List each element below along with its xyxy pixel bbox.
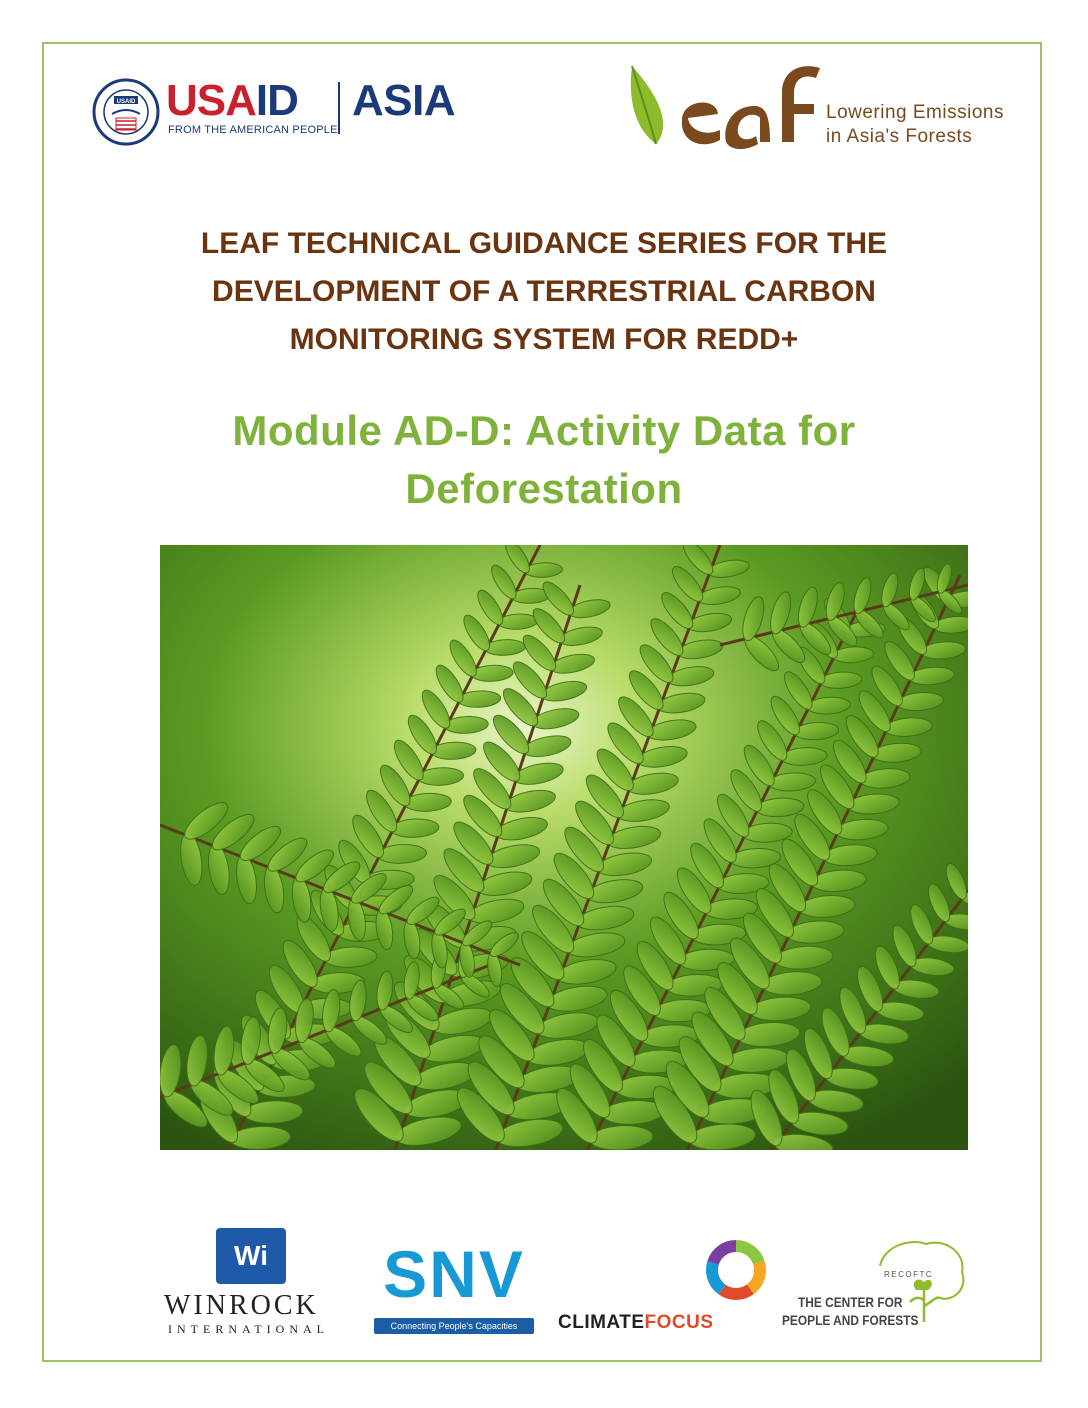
climatefocus-ring-icon <box>704 1238 768 1302</box>
winrock-mark: Wi <box>216 1228 286 1284</box>
svg-text:USAID: USAID <box>116 99 136 105</box>
climatefocus-logo <box>558 1238 768 1334</box>
asia-wordmark: ASIA <box>352 76 456 125</box>
leaf-wordmark-icon <box>626 58 822 150</box>
usaid-tagline: FROM THE AMERICAN PEOPLE <box>168 124 338 136</box>
series-title-line: MONITORING SYSTEM FOR REDD+ <box>289 323 799 356</box>
recoftc-line1: THE CENTER FOR <box>798 1294 903 1310</box>
cover-photo <box>160 545 968 1150</box>
module-title-line: Module AD-D: Activity Data for <box>232 407 856 454</box>
snv-name: SNV <box>383 1237 525 1311</box>
winrock-sub: INTERNATIONAL <box>168 1322 329 1336</box>
snv-logo <box>372 1237 536 1336</box>
series-title-line: LEAF TECHNICAL GUIDANCE SERIES FOR THE <box>200 227 888 260</box>
climatefocus-name: CLIMATEFOCUS <box>558 1312 714 1333</box>
recoftc-logo <box>780 1236 980 1336</box>
usaid-wordmark: USAID <box>166 76 298 125</box>
winrock-name: WINROCK <box>164 1290 319 1321</box>
snv-tagline: Connecting People's Capacities <box>374 1318 534 1334</box>
logo-divider <box>338 82 340 134</box>
usaid-seal-icon <box>92 78 160 146</box>
fern-leaves-image <box>160 545 968 1150</box>
leaf-tagline-line2: in Asia's Forests <box>826 126 973 147</box>
series-title <box>142 220 946 364</box>
module-title-line: Deforestation <box>405 465 683 512</box>
recoftc-line2: PEOPLE AND FORESTS <box>782 1312 919 1328</box>
leaf-logo <box>626 58 1036 158</box>
series-title-line: DEVELOPMENT OF A TERRESTRIAL CARBON <box>212 275 876 308</box>
recoftc-acronym: RECOFTC <box>884 1270 934 1279</box>
leaf-tagline-line1: Lowering Emissions <box>826 102 1004 123</box>
usaid-asia-logo <box>92 74 492 148</box>
module-title <box>142 402 946 518</box>
winrock-logo <box>164 1228 344 1338</box>
